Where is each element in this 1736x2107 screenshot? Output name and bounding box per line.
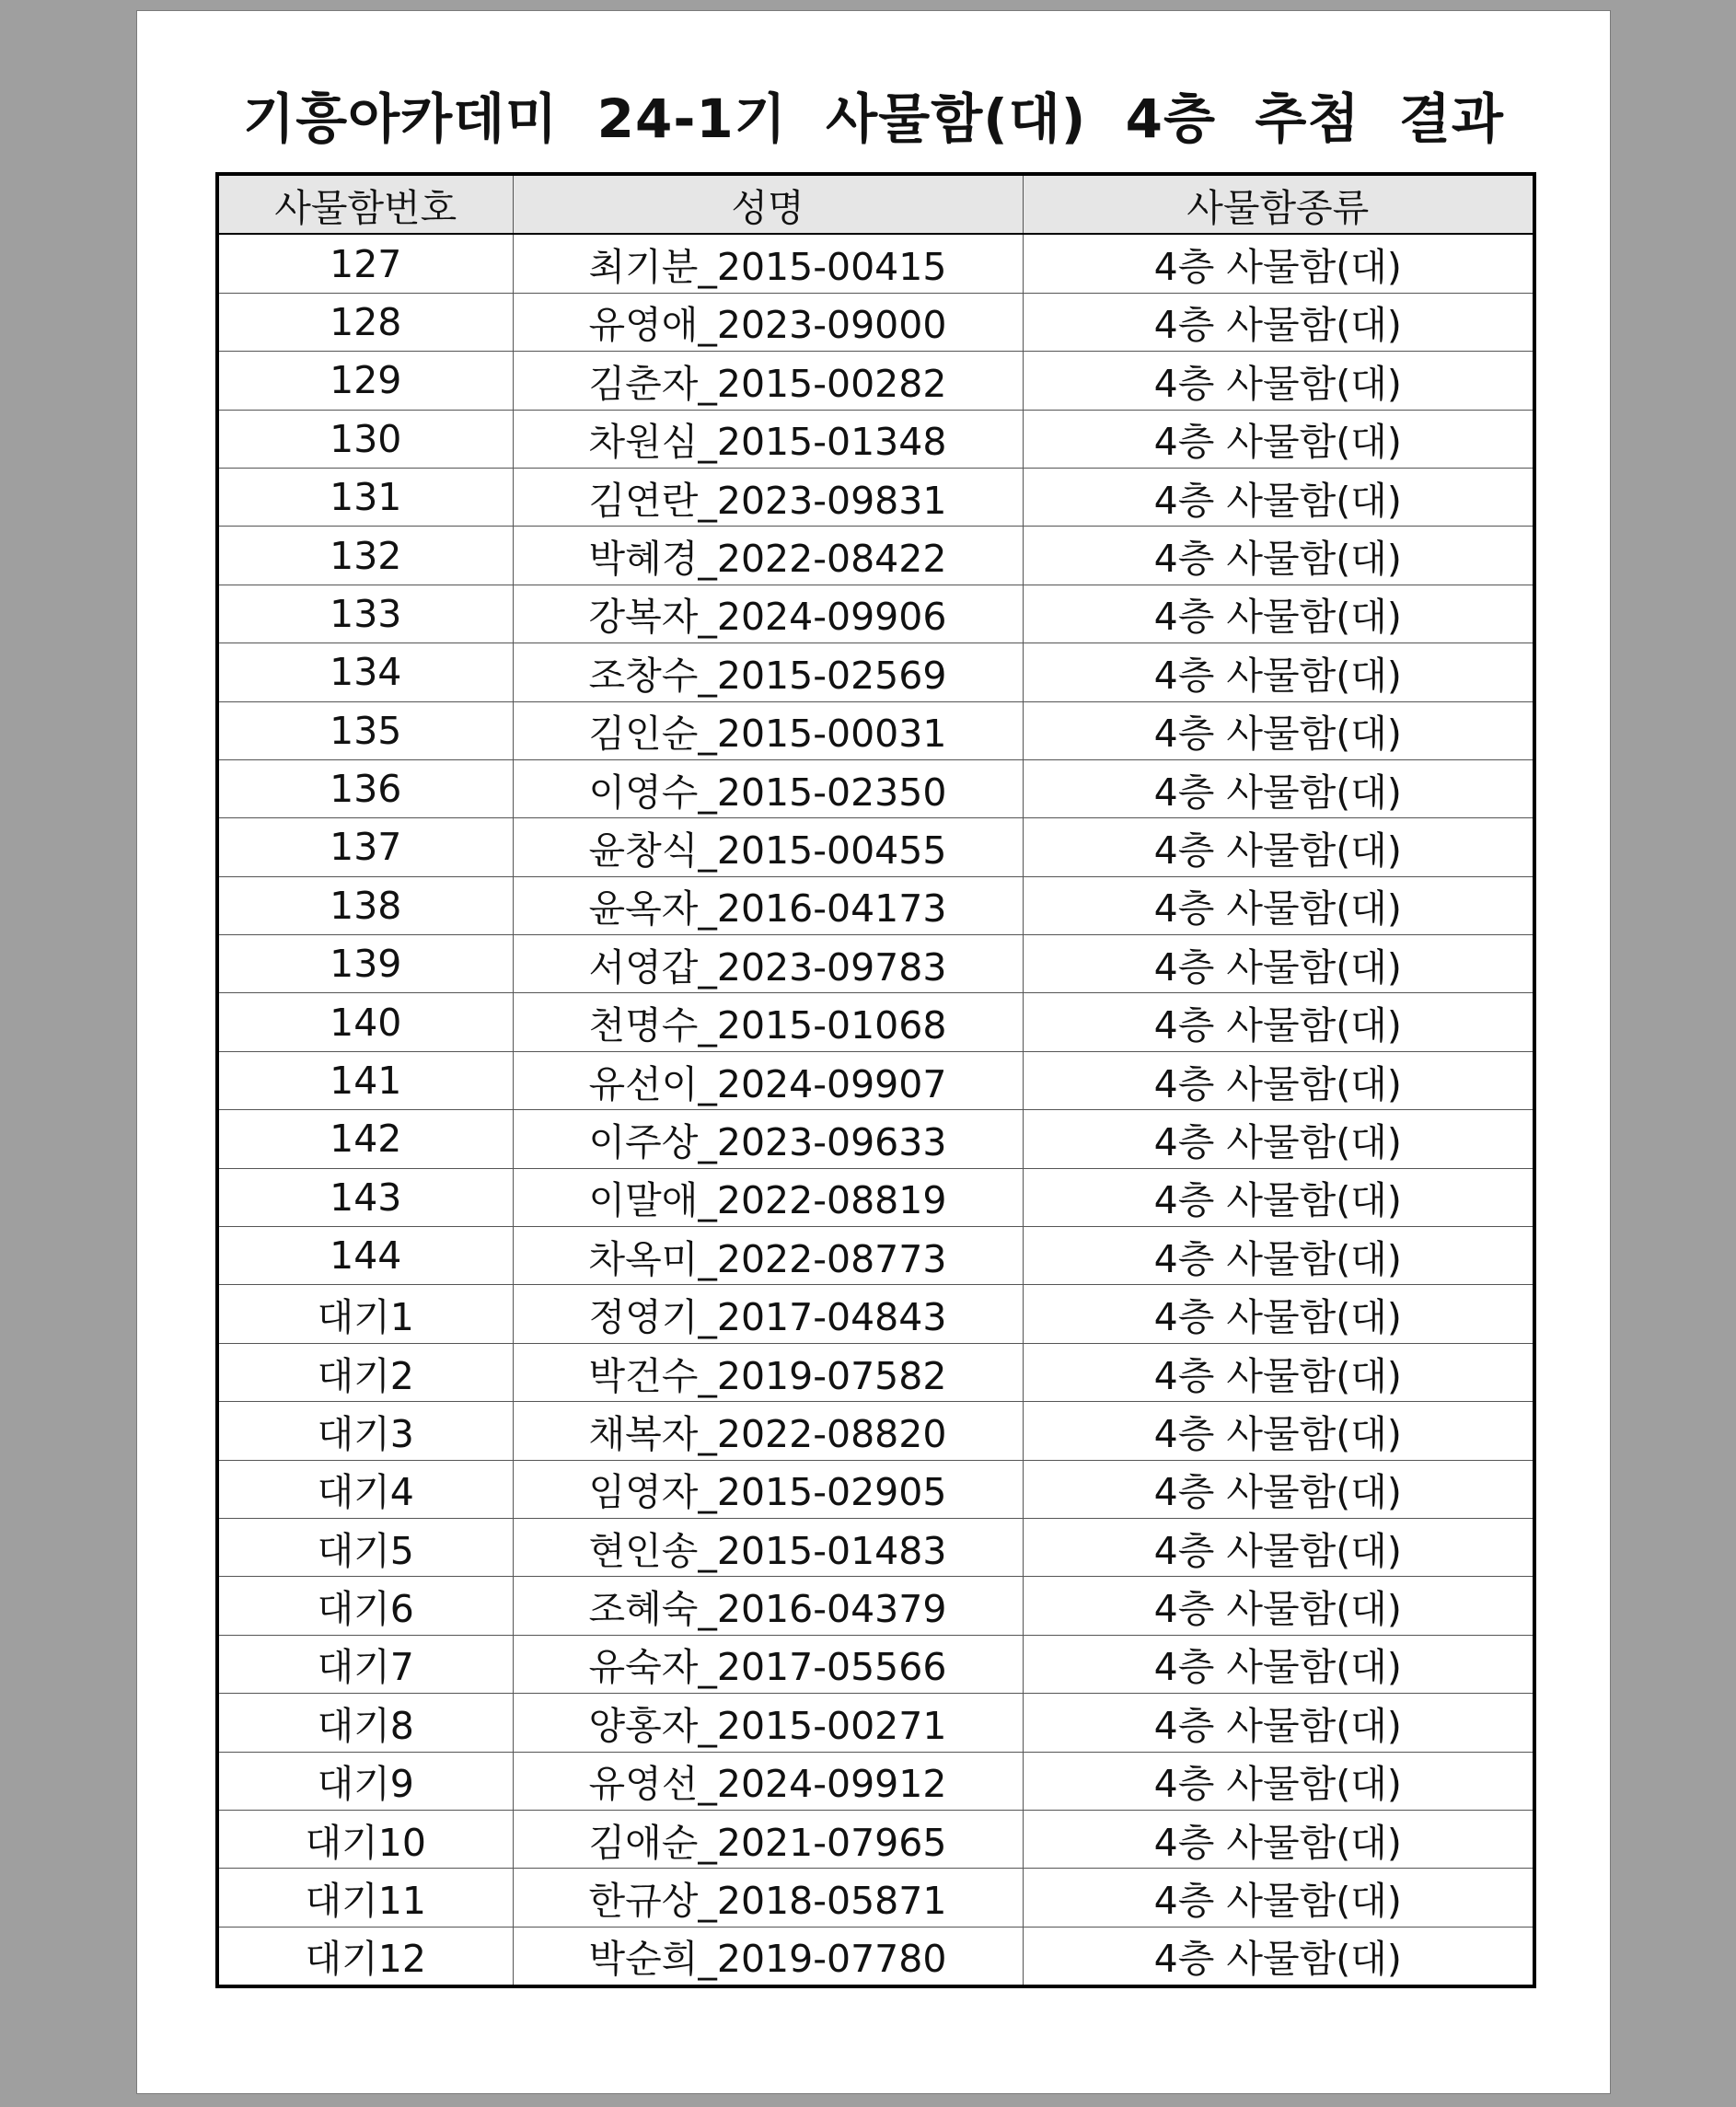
table-row xyxy=(217,1577,1534,1635)
table-row xyxy=(217,527,1534,585)
locker-number-cell: 대기9 xyxy=(217,1752,513,1810)
table-row xyxy=(217,1285,1534,1343)
locker-type-cell: 4층 사물함(대) xyxy=(1023,1402,1534,1460)
locker-type-cell: 4층 사물함(대) xyxy=(1023,1810,1534,1868)
name-cell: 윤옥자_2016-04173 xyxy=(513,876,1023,934)
name-cell: 김인순_2015-00031 xyxy=(513,701,1023,759)
table-row xyxy=(217,1168,1534,1226)
results-table xyxy=(215,172,1536,1988)
table-row xyxy=(217,410,1534,468)
name-cell: 임영자_2015-02905 xyxy=(513,1460,1023,1518)
locker-number-cell: 138 xyxy=(217,876,513,934)
locker-number-cell: 136 xyxy=(217,759,513,817)
name-cell: 한규상_2018-05871 xyxy=(513,1869,1023,1927)
table-row xyxy=(217,1227,1534,1285)
locker-type-cell: 4층 사물함(대) xyxy=(1023,1051,1534,1109)
name-cell: 박건수_2019-07582 xyxy=(513,1343,1023,1401)
locker-type-cell: 4층 사물함(대) xyxy=(1023,1635,1534,1693)
locker-number-cell: 대기12 xyxy=(217,1927,513,1986)
locker-type-cell: 4층 사물함(대) xyxy=(1023,993,1534,1051)
locker-number-cell: 대기3 xyxy=(217,1402,513,1460)
locker-type-cell: 4층 사물함(대) xyxy=(1023,1518,1534,1576)
locker-number-cell: 142 xyxy=(217,1110,513,1168)
locker-number-cell: 대기10 xyxy=(217,1810,513,1868)
table-body xyxy=(217,234,1534,1986)
locker-type-cell: 4층 사물함(대) xyxy=(1023,234,1534,293)
locker-number-cell: 134 xyxy=(217,643,513,701)
header-locker-type: 사물함종류 xyxy=(1023,174,1534,234)
table-row xyxy=(217,759,1534,817)
locker-type-cell: 4층 사물함(대) xyxy=(1023,1168,1534,1226)
name-cell: 현인송_2015-01483 xyxy=(513,1518,1023,1576)
locker-number-cell: 131 xyxy=(217,468,513,526)
locker-type-cell: 4층 사물함(대) xyxy=(1023,643,1534,701)
locker-number-cell: 132 xyxy=(217,527,513,585)
locker-number-cell: 143 xyxy=(217,1168,513,1226)
locker-number-cell: 대기6 xyxy=(217,1577,513,1635)
locker-type-cell: 4층 사물함(대) xyxy=(1023,1460,1534,1518)
locker-type-cell: 4층 사물함(대) xyxy=(1023,1927,1534,1986)
table-row xyxy=(217,818,1534,876)
table-row xyxy=(217,1110,1534,1168)
locker-type-cell: 4층 사물함(대) xyxy=(1023,293,1534,351)
table-row xyxy=(217,1927,1534,1986)
locker-number-cell: 대기5 xyxy=(217,1518,513,1576)
locker-type-cell: 4층 사물함(대) xyxy=(1023,701,1534,759)
locker-type-cell: 4층 사물함(대) xyxy=(1023,876,1534,934)
name-cell: 유영애_2023-09000 xyxy=(513,293,1023,351)
name-cell: 최기분_2015-00415 xyxy=(513,234,1023,293)
locker-number-cell: 대기4 xyxy=(217,1460,513,1518)
name-cell: 조혜숙_2016-04379 xyxy=(513,1577,1023,1635)
table-row xyxy=(217,935,1534,993)
document-title: 기흥아카데미 24-1기 사물함(대) 4층 추첨 결과 xyxy=(243,87,1504,150)
name-cell: 채복자_2022-08820 xyxy=(513,1402,1023,1460)
name-cell: 유영선_2024-09912 xyxy=(513,1752,1023,1810)
table-row xyxy=(217,352,1534,410)
locker-type-cell: 4층 사물함(대) xyxy=(1023,1110,1534,1168)
name-cell: 이영수_2015-02350 xyxy=(513,759,1023,817)
name-cell: 김연란_2023-09831 xyxy=(513,468,1023,526)
name-cell: 천명수_2015-01068 xyxy=(513,993,1023,1051)
locker-type-cell: 4층 사물함(대) xyxy=(1023,585,1534,643)
locker-type-cell: 4층 사물함(대) xyxy=(1023,1285,1534,1343)
table-row xyxy=(217,1635,1534,1693)
name-cell: 유선이_2024-09907 xyxy=(513,1051,1023,1109)
locker-type-cell: 4층 사물함(대) xyxy=(1023,1869,1534,1927)
locker-number-cell: 130 xyxy=(217,410,513,468)
table-row xyxy=(217,1694,1534,1752)
table-row xyxy=(217,1752,1534,1810)
table-row xyxy=(217,1518,1534,1576)
table-row xyxy=(217,1460,1534,1518)
locker-type-cell: 4층 사물함(대) xyxy=(1023,352,1534,410)
table-row xyxy=(217,701,1534,759)
table-row xyxy=(217,468,1534,526)
locker-type-cell: 4층 사물함(대) xyxy=(1023,759,1534,817)
header-row xyxy=(217,174,1534,234)
locker-number-cell: 135 xyxy=(217,701,513,759)
locker-number-cell: 133 xyxy=(217,585,513,643)
locker-number-cell: 140 xyxy=(217,993,513,1051)
locker-type-cell: 4층 사물함(대) xyxy=(1023,468,1534,526)
table-row xyxy=(217,993,1534,1051)
name-cell: 강복자_2024-09906 xyxy=(513,585,1023,643)
locker-type-cell: 4층 사물함(대) xyxy=(1023,527,1534,585)
name-cell: 박혜경_2022-08422 xyxy=(513,527,1023,585)
table-row xyxy=(217,293,1534,351)
locker-type-cell: 4층 사물함(대) xyxy=(1023,1752,1534,1810)
locker-number-cell: 대기1 xyxy=(217,1285,513,1343)
table-row xyxy=(217,1810,1534,1868)
name-cell: 서영갑_2023-09783 xyxy=(513,935,1023,993)
name-cell: 조창수_2015-02569 xyxy=(513,643,1023,701)
locker-type-cell: 4층 사물함(대) xyxy=(1023,1227,1534,1285)
name-cell: 유숙자_2017-05566 xyxy=(513,1635,1023,1693)
name-cell: 양홍자_2015-00271 xyxy=(513,1694,1023,1752)
locker-number-cell: 128 xyxy=(217,293,513,351)
locker-number-cell: 129 xyxy=(217,352,513,410)
header-locker-number: 사물함번호 xyxy=(217,174,513,234)
name-cell: 이주상_2023-09633 xyxy=(513,1110,1023,1168)
name-cell: 차옥미_2022-08773 xyxy=(513,1227,1023,1285)
locker-type-cell: 4층 사물함(대) xyxy=(1023,1343,1534,1401)
table-row xyxy=(217,234,1534,293)
table-row xyxy=(217,1343,1534,1401)
name-cell: 박순희_2019-07780 xyxy=(513,1927,1023,1986)
table-row xyxy=(217,585,1534,643)
table-row xyxy=(217,1869,1534,1927)
locker-number-cell: 144 xyxy=(217,1227,513,1285)
locker-number-cell: 137 xyxy=(217,818,513,876)
header-name: 성명 xyxy=(513,174,1023,234)
locker-number-cell: 141 xyxy=(217,1051,513,1109)
name-cell: 정영기_2017-04843 xyxy=(513,1285,1023,1343)
locker-type-cell: 4층 사물함(대) xyxy=(1023,935,1534,993)
locker-type-cell: 4층 사물함(대) xyxy=(1023,1694,1534,1752)
table-row xyxy=(217,1051,1534,1109)
name-cell: 윤창식_2015-00455 xyxy=(513,818,1023,876)
name-cell: 김춘자_2015-00282 xyxy=(513,352,1023,410)
locker-type-cell: 4층 사물함(대) xyxy=(1023,410,1534,468)
locker-number-cell: 127 xyxy=(217,234,513,293)
document-page xyxy=(137,11,1610,2093)
table-row xyxy=(217,1402,1534,1460)
locker-type-cell: 4층 사물함(대) xyxy=(1023,818,1534,876)
locker-number-cell: 대기8 xyxy=(217,1694,513,1752)
locker-number-cell: 대기7 xyxy=(217,1635,513,1693)
name-cell: 차원심_2015-01348 xyxy=(513,410,1023,468)
name-cell: 김애순_2021-07965 xyxy=(513,1810,1023,1868)
table-row xyxy=(217,876,1534,934)
locker-number-cell: 대기11 xyxy=(217,1869,513,1927)
locker-type-cell: 4층 사물함(대) xyxy=(1023,1577,1534,1635)
locker-number-cell: 대기2 xyxy=(217,1343,513,1401)
table-row xyxy=(217,643,1534,701)
name-cell: 이말애_2022-08819 xyxy=(513,1168,1023,1226)
locker-number-cell: 139 xyxy=(217,935,513,993)
